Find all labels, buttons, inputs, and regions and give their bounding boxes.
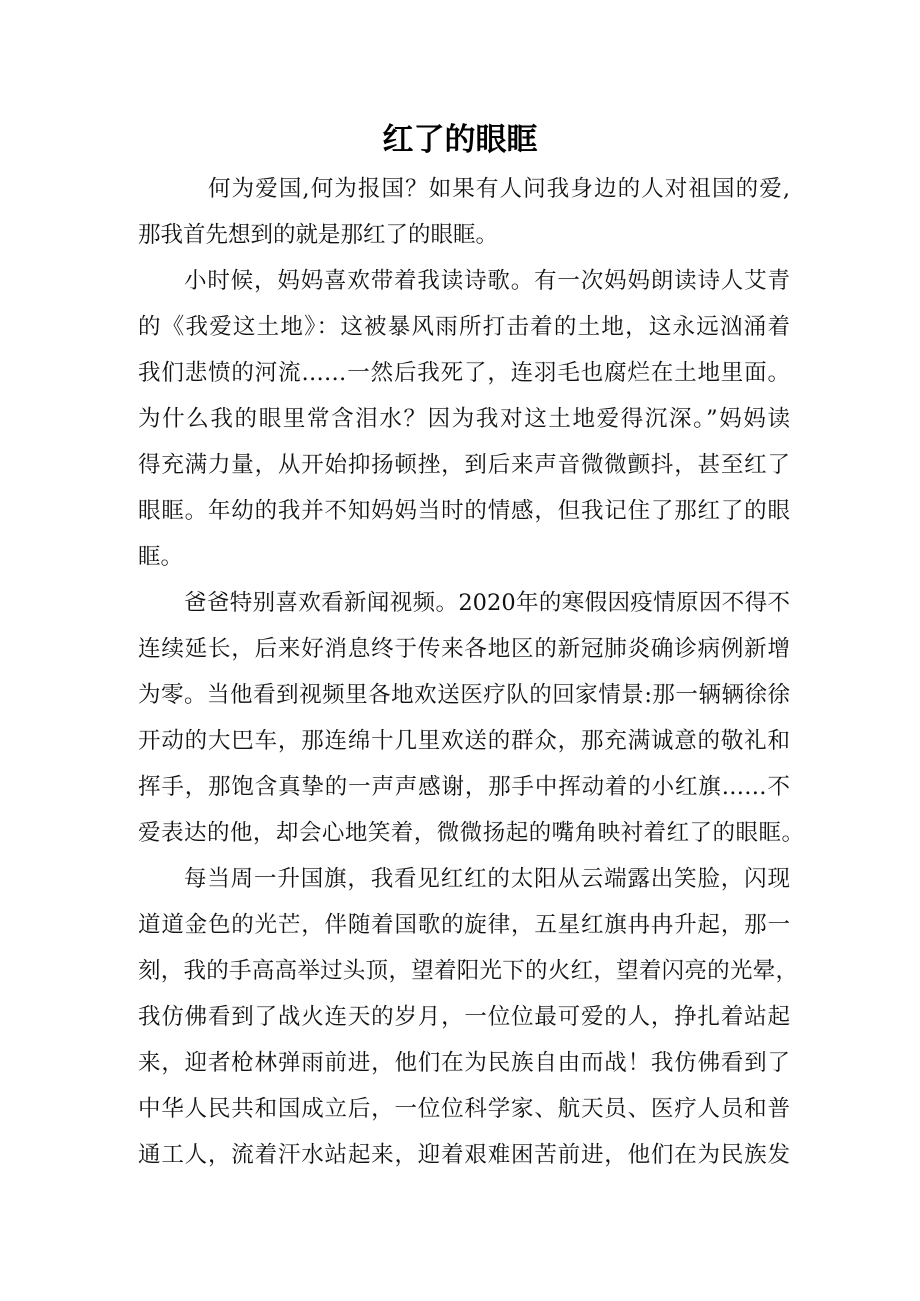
paragraph-4-line-1: 每当周一升国旗，我看见红红的太阳从云端露出笑脸，闪现 — [184, 866, 790, 892]
paragraph-1-line-2: 那我首先想到的就是那红了的眼眶。 — [138, 222, 499, 248]
paragraph-2-line-3: 我们悲愤的河流……一然后我死了，连羽毛也腐烂在土地里面。 — [138, 360, 790, 386]
paragraph-2-line-6: 眼眶。年幼的我并不知妈妈当时的情感，但我记住了那红了的眼 — [138, 498, 790, 524]
paragraph-2-line-2: 的《我爱这土地》：这被暴风雨所打击着的土地，这永远汹涌着 — [138, 314, 790, 340]
paragraph-4-line-4: 我仿佛看到了战火连天的岁月，一位位最可爱的人，挣扎着站起 — [138, 1004, 790, 1030]
paragraph-1-line-1: 何为爱国,何为报国？如果有人问我身边的人对祖国的爱, — [208, 176, 790, 202]
paragraph-2-line-5: 得充满力量，从开始抑扬顿挫，到后来声音微微颤抖，甚至红了 — [138, 452, 790, 478]
paragraph-2-line-4: 为什么我的眼里常含泪水？因为我对这土地爱得沉深。”妈妈读 — [138, 406, 790, 432]
paragraph-3-line-6: 爱表达的他，却会心地笑着，微微扬起的嘴角映衬着红了的眼眶。 — [138, 820, 804, 846]
paragraph-3-line-2: 连续延长，后来好消息终于传来各地区的新冠肺炎确诊病例新增 — [138, 636, 790, 662]
paragraph-3-line-5: 挥手，那饱含真挚的一声声感谢，那手中挥动着的小红旗……不 — [138, 774, 790, 800]
paragraph-4-line-7: 通工人，流着汗水站起来，迎着艰难困苦前进，他们在为民族发 — [138, 1142, 790, 1168]
document-title: 红了的眼眶 — [382, 122, 538, 158]
paragraph-4-line-5: 来，迎者枪林弹雨前进，他们在为民族自由而战！我仿佛看到了 — [138, 1050, 790, 1076]
paragraph-3-line-1: 爸爸特别喜欢看新闻视频。2020年的寒假因疫情原因不得不 — [184, 590, 790, 616]
paragraph-4-line-2: 道道金色的光芒，伴随着国歌的旋律，五星红旗冉冉升起，那一 — [138, 912, 790, 938]
paragraph-4-line-3: 刻，我的手高高举过头顶，望着阳光下的火红，望着闪亮的光晕， — [138, 958, 798, 984]
paragraph-2-line-7: 眶。 — [138, 544, 184, 570]
paragraph-2-line-1: 小时候，妈妈喜欢带着我读诗歌。有一次妈妈朗读诗人艾青 — [184, 268, 790, 294]
paragraph-3-line-3: 为零。当他看到视频里各地欢送医疗队的回家情景:那一辆辆徐徐 — [138, 682, 790, 708]
paragraph-4-line-6: 中华人民共和国成立后，一位位科学家、航天员、医疗人员和普 — [138, 1096, 790, 1122]
paragraph-3-line-4: 开动的大巴车，那连绵十几里欢送的群众，那充满诚意的敬礼和 — [138, 728, 790, 754]
